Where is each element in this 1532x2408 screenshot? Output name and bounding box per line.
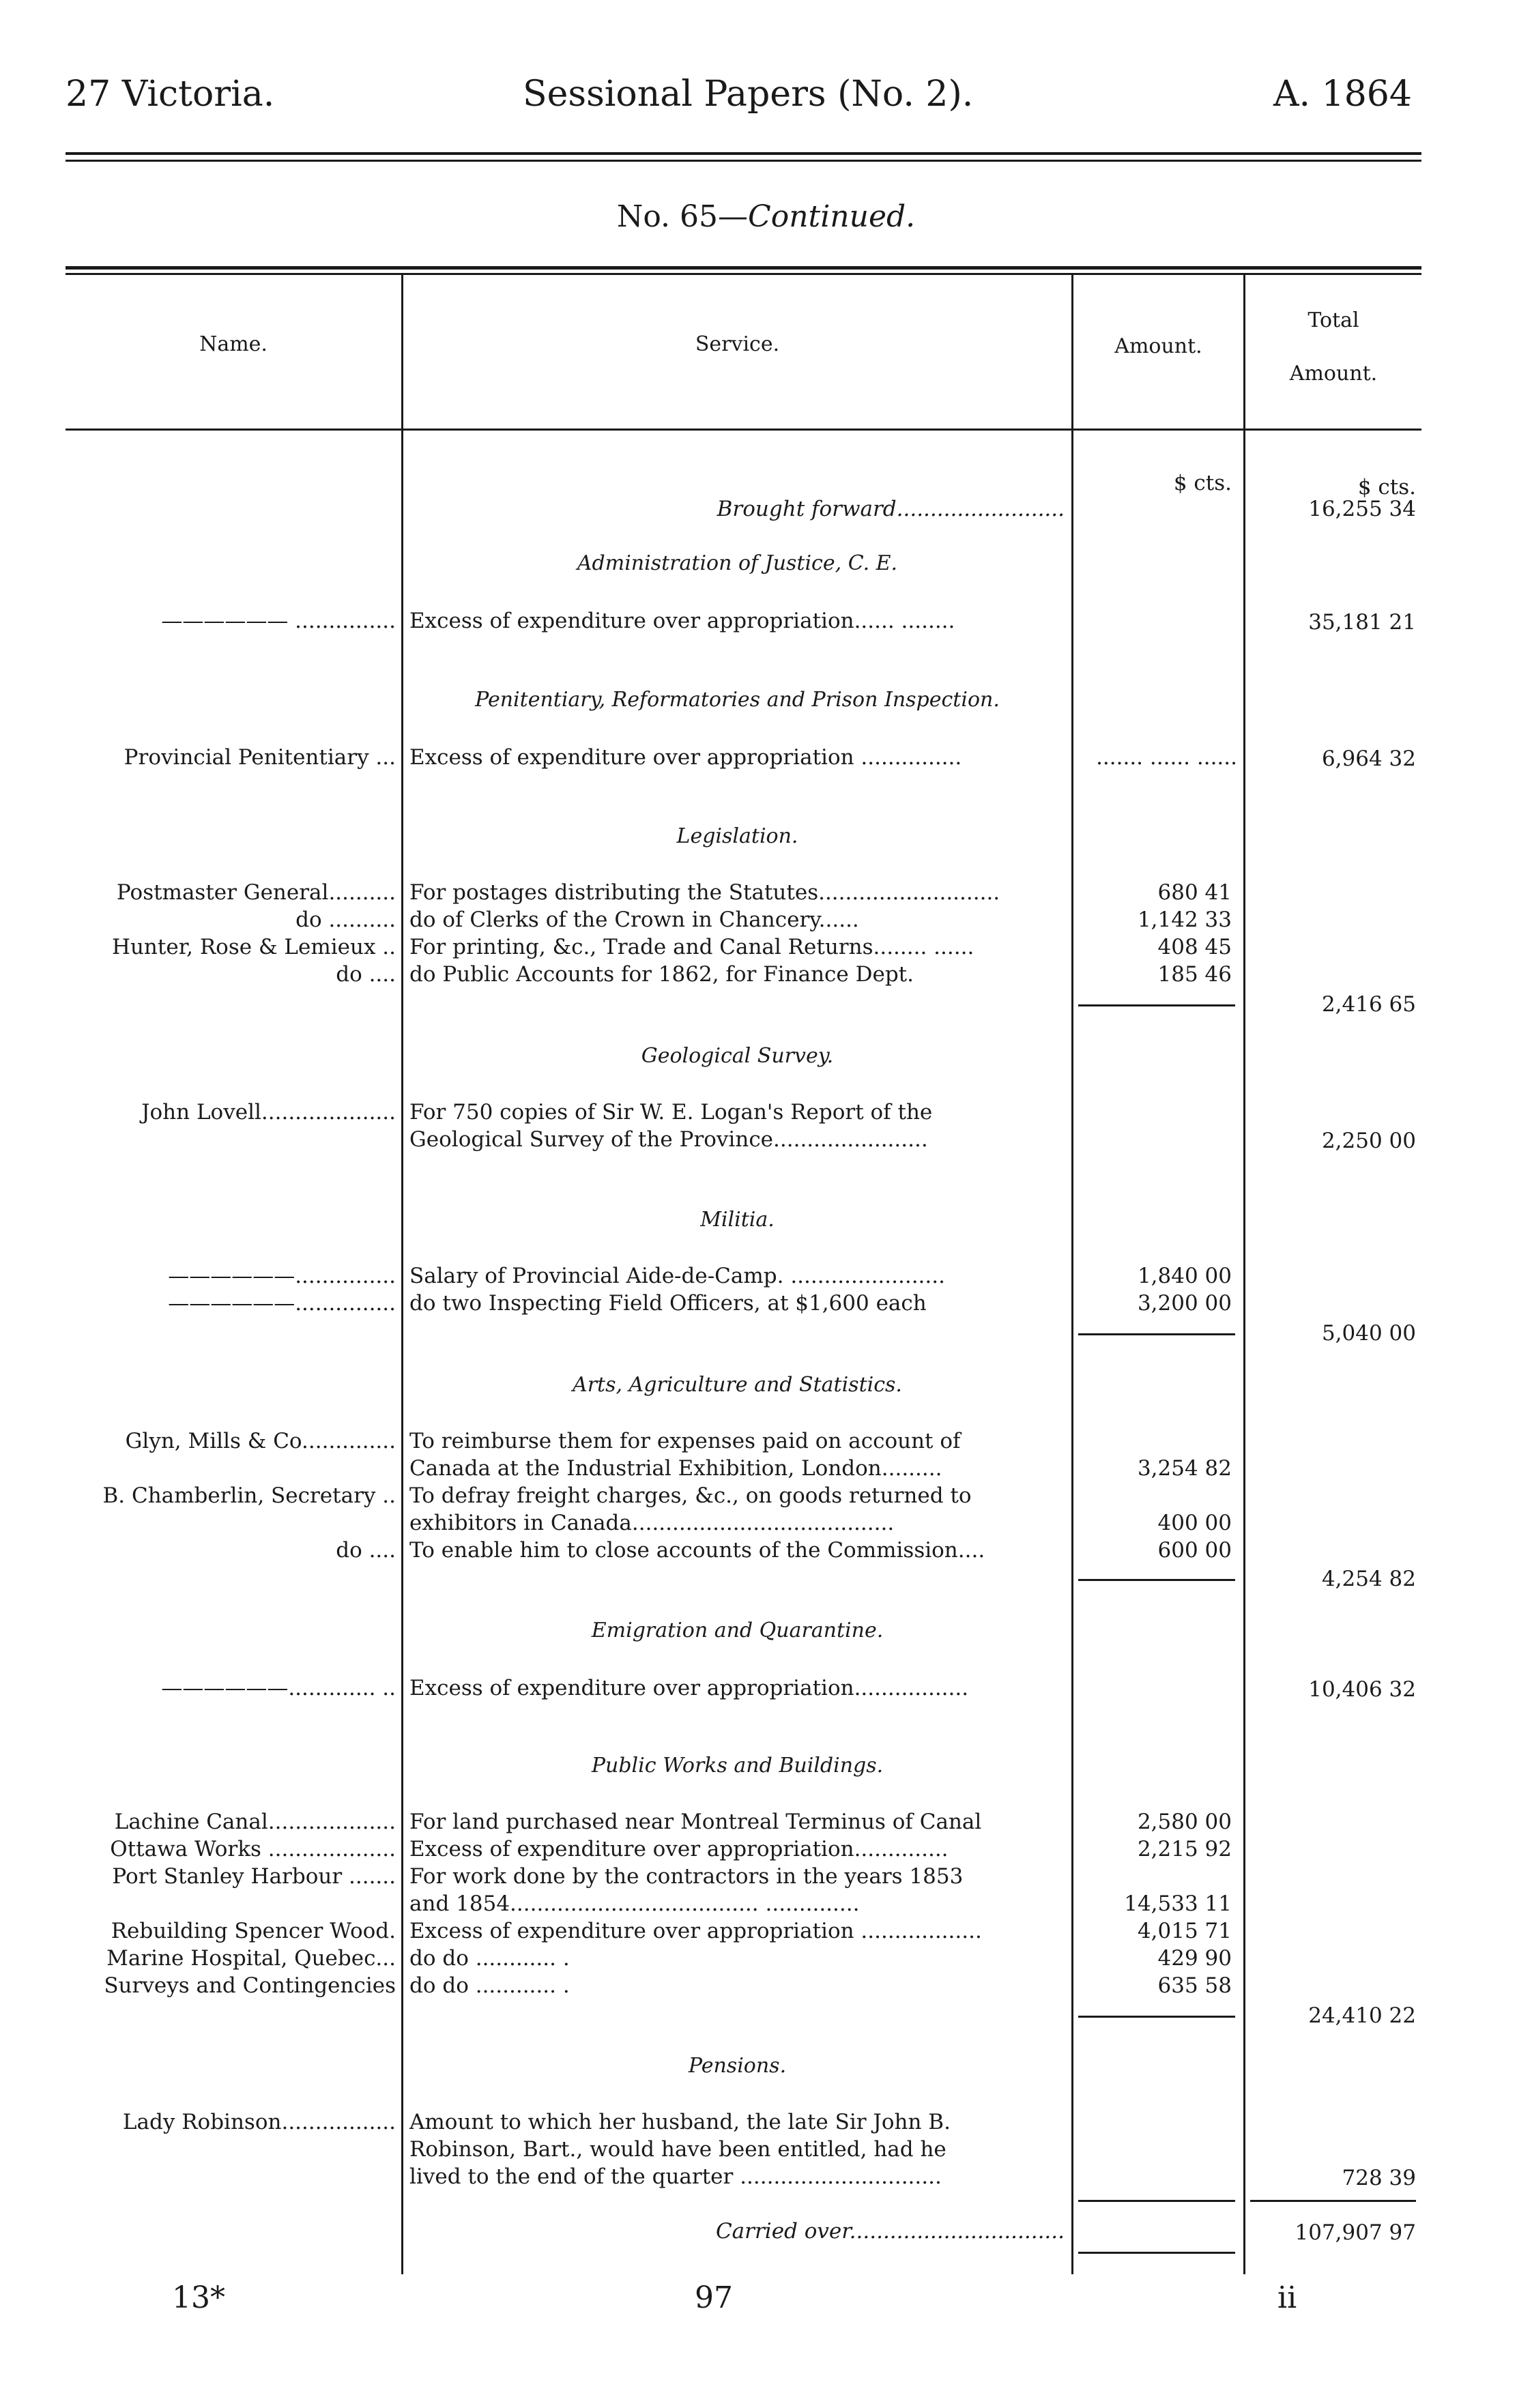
section-geological: Geological Survey. — [641, 1044, 834, 1068]
row-service: Excess of expenditure over appropriation...... ........ — [409, 609, 955, 633]
row-service: and 1854..................................... .............. — [409, 1891, 860, 1916]
column-header-total-2: Amount. — [1289, 362, 1378, 386]
row-service: To defray freight charges, &c., on goods returned to — [409, 1483, 972, 1508]
row-name: Glyn, Mills & Co.............. — [125, 1429, 396, 1453]
row-service: To enable him to close accounts of the Commission.... — [409, 1538, 985, 1563]
brought-forward-total: 16,255 34 — [1308, 497, 1416, 521]
row-name: ——————............. .. — [161, 1676, 396, 1700]
row-amount: 3,200 00 — [1137, 1291, 1232, 1316]
row-service: do of Clerks of the Crown in Chancery...... — [409, 908, 859, 932]
row-name: do .... — [336, 962, 396, 987]
row-total: 2,416 65 — [1321, 992, 1416, 1017]
row-amount: 1,142 33 — [1137, 908, 1232, 932]
row-total: 35,181 21 — [1308, 610, 1416, 635]
section-public-works: Public Works and Buildings. — [591, 1754, 884, 1778]
section-arts: Arts, Agriculture and Statistics. — [573, 1373, 902, 1397]
row-name: Hunter, Rose & Lemieux .. — [111, 935, 396, 959]
row-name: B. Chamberlin, Secretary .. — [102, 1483, 396, 1508]
column-header-amount: Amount. — [1114, 334, 1202, 358]
row-service: do do ............ . — [409, 1946, 570, 1971]
row-total: 10,406 32 — [1308, 1677, 1416, 1702]
row-name: Port Stanley Harbour ....... — [112, 1864, 396, 1889]
row-service: To reimburse them for expenses paid on account of — [409, 1429, 961, 1453]
row-name: do .......... — [295, 908, 396, 932]
table-rule-top — [66, 266, 1421, 270]
carried-rule-amount — [1078, 2200, 1235, 2202]
row-name: do .... — [336, 1538, 396, 1563]
row-service: For postages distributing the Statutes........................... — [409, 880, 1000, 905]
row-service: Excess of expenditure over appropriation................. — [409, 1676, 969, 1700]
carried-over-label: Carried over................................ — [715, 2219, 1065, 2244]
row-service: lived to the end of the quarter .............................. — [409, 2164, 942, 2189]
row-name: Lady Robinson................. — [122, 2110, 396, 2134]
row-amount: 3,254 82 — [1137, 1456, 1232, 1481]
row-total: 728 39 — [1342, 2166, 1416, 2190]
row-amount: 600 00 — [1157, 1538, 1232, 1563]
row-service: Geological Survey of the Province....................... — [409, 1127, 928, 1152]
row-service: Amount to which her husband, the late Sir John B. — [409, 2110, 951, 2134]
carried-rule-amount-2 — [1078, 2252, 1235, 2254]
header-rule-bottom — [66, 160, 1421, 162]
row-service: For work done by the contractors in the years 1853 — [409, 1864, 964, 1889]
row-name: ——————............... — [168, 1264, 396, 1288]
row-amount: 680 41 — [1157, 880, 1232, 905]
row-name: Rebuilding Spencer Wood. — [111, 1919, 396, 1943]
footer-signature: 13* — [172, 2280, 225, 2315]
row-service: For printing, &c., Trade and Canal Returns........ ...... — [409, 935, 974, 959]
section-pensions: Pensions. — [688, 2054, 787, 2078]
header-title: Sessional Papers (No. 2). — [523, 74, 974, 115]
row-service: Salary of Provincial Aide-de-Camp. ....................... — [409, 1264, 945, 1288]
row-name: Postmaster General.......... — [116, 880, 396, 905]
row-service: do do ............ . — [409, 1973, 570, 1998]
column-header-name: Name. — [199, 332, 268, 356]
header-volume: 27 Victoria. — [66, 74, 275, 115]
row-name: Provincial Penitentiary ... — [124, 745, 396, 770]
carried-over-total: 107,907 97 — [1295, 2220, 1416, 2245]
row-service: do two Inspecting Field Officers, at $1,600 each — [409, 1291, 927, 1316]
column-header-total-1: Total — [1307, 308, 1359, 332]
page-subtitle — [0, 199, 1532, 234]
row-amount: 1,840 00 — [1137, 1264, 1232, 1288]
row-total: 24,410 22 — [1308, 2003, 1416, 2028]
row-service: For 750 copies of Sir W. E. Logan's Report of the — [409, 1100, 933, 1125]
row-name: ——————............... — [168, 1291, 396, 1316]
row-name: —————— ............... — [161, 609, 396, 633]
row-amount: 4,015 71 — [1137, 1919, 1232, 1943]
section-admin-justice: Administration of Justice, C. E. — [577, 551, 898, 575]
row-name: Lachine Canal................... — [114, 1810, 396, 1834]
subtitle-number: No. 65— — [616, 199, 749, 234]
row-name: Ottawa Works ................... — [110, 1837, 396, 1861]
footer-section: ii — [1277, 2280, 1297, 2315]
row-name: Marine Hospital, Quebec... — [106, 1946, 396, 1971]
header-rule-top — [66, 152, 1421, 155]
section-penitentiary: Penitentiary, Reformatories and Prison Inspection. — [475, 688, 1000, 712]
row-amount: 400 00 — [1157, 1511, 1232, 1535]
row-service: exhibitors in Canada....................................... — [409, 1511, 895, 1535]
table-rule-top-2 — [66, 273, 1421, 275]
section-militia: Militia. — [700, 1208, 775, 1232]
currency-amount: $ cts. — [1173, 471, 1232, 495]
brought-forward-label: Brought forward......................... — [717, 497, 1065, 521]
subtotal-rule — [1078, 1004, 1235, 1006]
section-emigration: Emigration and Quarantine. — [591, 1619, 884, 1642]
row-service: Robinson, Bart., would have been entitled, had he — [409, 2137, 946, 2162]
row-name: Surveys and Contingencies — [104, 1973, 396, 1998]
column-header-service: Service. — [695, 332, 780, 356]
subtitle-continued: Continued. — [748, 199, 916, 234]
table-header-rule — [66, 429, 1421, 431]
row-service: Canada at the Industrial Exhibition, London......... — [409, 1456, 942, 1481]
row-amount: 185 46 — [1157, 962, 1232, 987]
row-service: For land purchased near Montreal Terminus of Canal — [409, 1810, 982, 1834]
row-name: John Lovell.................... — [141, 1100, 396, 1125]
row-amount: 2,215 92 — [1137, 1837, 1232, 1861]
carried-rule-total — [1250, 2200, 1416, 2202]
header-year: A. 1864 — [1273, 74, 1412, 115]
footer-page-number: 97 — [695, 2280, 733, 2315]
column-divider-amount — [1243, 275, 1245, 2274]
row-amount: 408 45 — [1157, 935, 1232, 959]
row-total: 2,250 00 — [1321, 1129, 1416, 1153]
section-legislation: Legislation. — [676, 824, 798, 848]
row-service: Excess of expenditure over appropriation ............... — [409, 745, 962, 770]
subtotal-rule — [1078, 2016, 1235, 2018]
row-total: 6,964 32 — [1321, 746, 1416, 771]
row-service: Excess of expenditure over appropriation .................. — [409, 1919, 982, 1943]
subtotal-rule — [1078, 1579, 1235, 1581]
row-amount: 2,580 00 — [1137, 1810, 1232, 1834]
row-amount: 429 90 — [1157, 1946, 1232, 1971]
row-amount: ....... ...... ...... — [1096, 745, 1237, 770]
row-amount: 635 58 — [1157, 1973, 1232, 1998]
row-total: 5,040 00 — [1321, 1321, 1416, 1346]
row-service: Excess of expenditure over appropriation.............. — [409, 1837, 949, 1861]
currency-total: $ cts. — [1357, 475, 1416, 499]
row-service: do Public Accounts for 1862, for Finance Dept. — [409, 962, 914, 987]
row-total: 4,254 82 — [1321, 1567, 1416, 1591]
subtotal-rule — [1078, 1333, 1235, 1335]
row-amount: 14,533 11 — [1124, 1891, 1232, 1916]
